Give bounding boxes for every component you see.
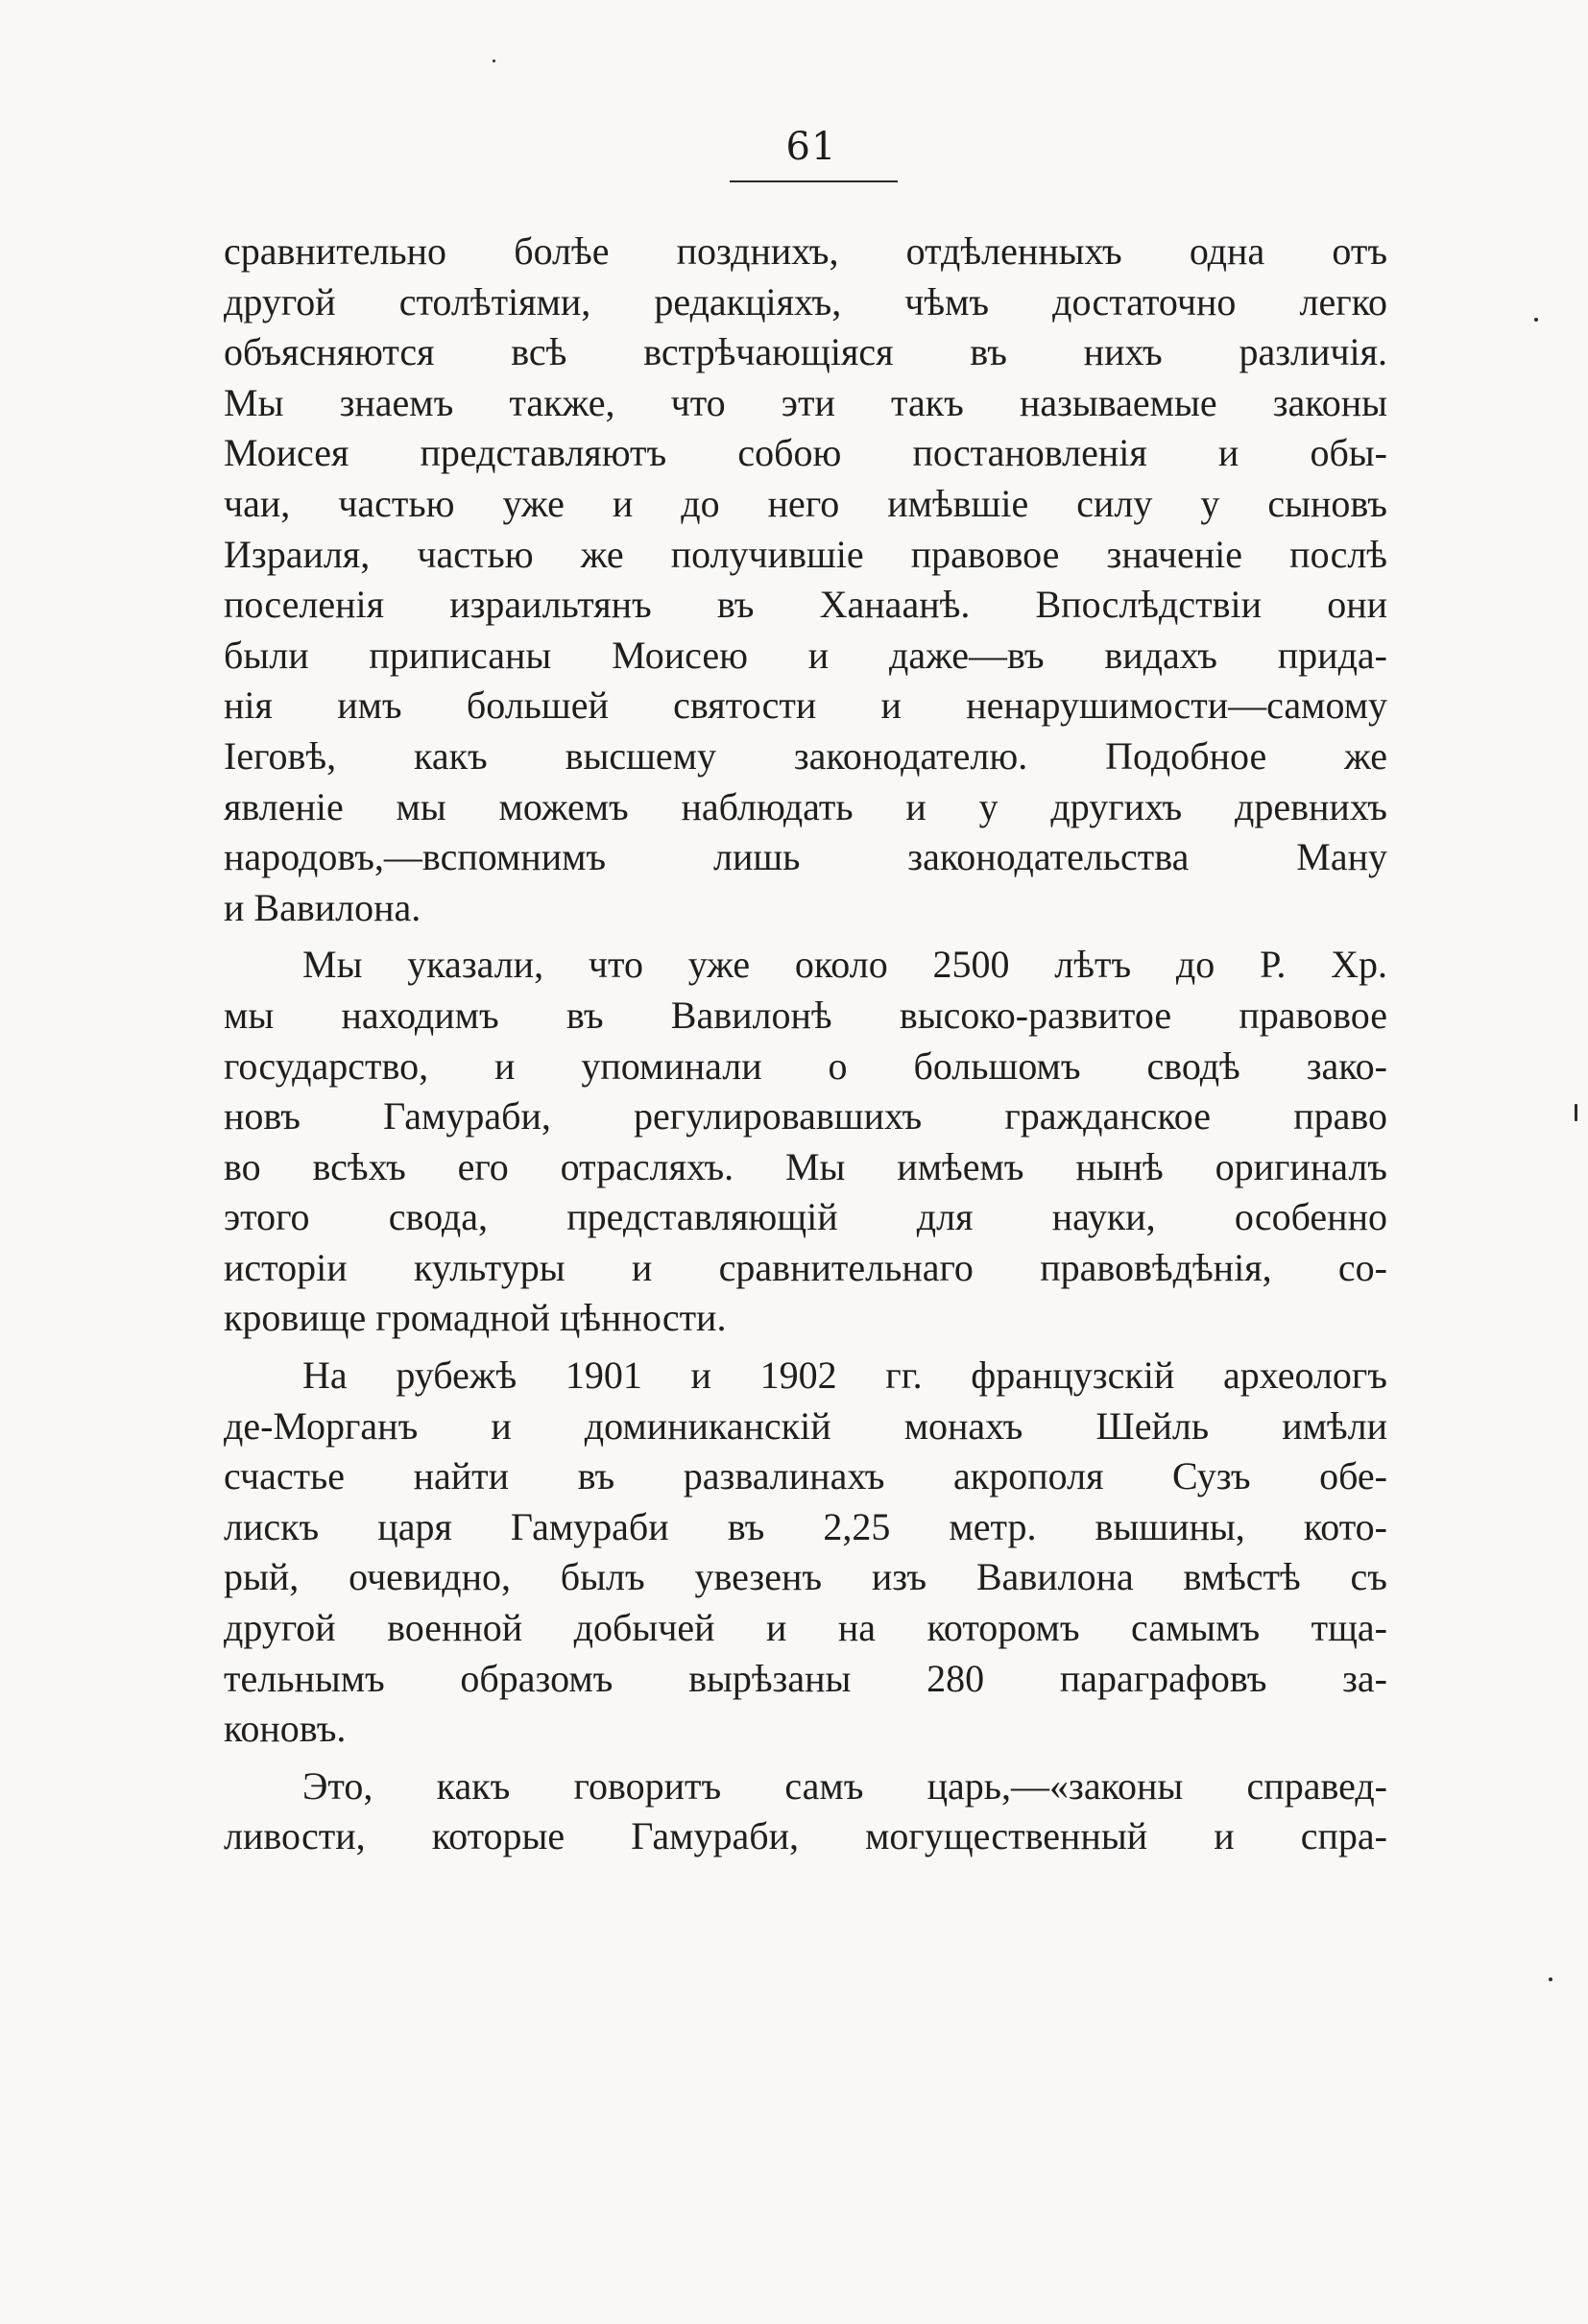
scan-speck	[493, 60, 495, 62]
text-line: другой военной добычей и на которомъ самымъ тща-	[224, 1606, 1387, 1650]
text-line: во всѣхъ его отрасляхъ. Мы имѣемъ нынѣ оригиналъ	[224, 1144, 1387, 1188]
paragraph-2	[224, 940, 1387, 1344]
page-number: 61	[785, 125, 837, 169]
text-line: Это, какъ говоритъ самъ царь,—«законы справед-	[302, 1763, 1387, 1808]
text-line: государство, и упоминали о большомъ сводѣ зако-	[224, 1043, 1387, 1088]
text-line: На рубежѣ 1901 и 1902 гг. французскій археологъ	[302, 1354, 1387, 1398]
text-line: Мы указали, что уже около 2500 лѣтъ до Р. Хр.	[302, 943, 1387, 987]
text-line: другой столѣтіями, редакціяхъ, чѣмъ достаточно легко	[224, 279, 1387, 323]
text-line: ливости, которые Гамураби, могущественный и спра-	[224, 1814, 1387, 1858]
page-number-rule	[730, 180, 898, 182]
text-line: народовъ,—вспомнимъ лишь законодательства Ману	[224, 835, 1387, 879]
scan-speck	[1534, 318, 1538, 322]
scan-speck	[1575, 1104, 1577, 1121]
text-line: этого свода, представляющій для науки, особенно	[224, 1195, 1387, 1239]
text-line: Мы знаемъ также, что эти такъ называемые законы	[224, 380, 1387, 424]
text-line: кровище громадной цѣнности.	[224, 1296, 727, 1340]
text-line: новъ Гамураби, регулировавшихъ гражданское право	[224, 1094, 1387, 1138]
text-line: мы находимъ въ Вавилонѣ высоко-развитое правовое	[224, 993, 1387, 1037]
text-line: счастье найти въ развалинахъ акрополя Сузъ обе-	[224, 1454, 1387, 1498]
text-line: исторіи культуры и сравнительнаго правовѣдѣнія, со-	[224, 1245, 1387, 1289]
text-line: явленіе мы можемъ наблюдать и у другихъ древнихъ	[224, 784, 1387, 828]
text-line: коновъ.	[224, 1707, 347, 1751]
text-line: были приписаны Моисею и даже—въ видахъ прида-	[224, 633, 1387, 677]
text-line: объясняются всѣ встрѣчающіяся въ нихъ различія.	[224, 330, 1387, 374]
paragraph-1	[224, 227, 1387, 933]
text-line: Израиля, частью же получившіе правовое значеніе послѣ	[224, 532, 1387, 576]
scan-speck	[1549, 1977, 1552, 1981]
text-line: рый, очевидно, былъ увезенъ изъ Вавилона вмѣстѣ съ	[224, 1555, 1387, 1599]
text-line: и Вавилона.	[224, 885, 421, 929]
text-line: Іеговѣ, какъ высшему законодателю. Подобное же	[224, 733, 1387, 778]
text-line: поселенія израильтянъ въ Ханаанѣ. Впослѣдствіи они	[224, 583, 1387, 627]
paragraph-3	[224, 1351, 1387, 1755]
text-line: тельнымъ образомъ вырѣзаны 280 параграфовъ за-	[224, 1656, 1387, 1700]
paragraph-4	[224, 1761, 1387, 1862]
body-text	[224, 227, 1387, 1869]
text-line: сравнительно болѣе позднихъ, отдѣленныхъ одна отъ	[224, 229, 1387, 273]
text-line: нія имъ большей святости и ненарушимости—самому	[224, 683, 1387, 728]
text-line: чаи, частью уже и до него имѣвшіе силу у сыновъ	[224, 481, 1387, 525]
text-line: де-Морганъ и доминиканскій монахъ Шейль имѣли	[224, 1403, 1387, 1448]
text-line: Моисея представляютъ собою постановленія и обы-	[224, 431, 1387, 475]
text-line: лискъ царя Гамураби въ 2,25 метр. вышины, кото-	[224, 1504, 1387, 1548]
